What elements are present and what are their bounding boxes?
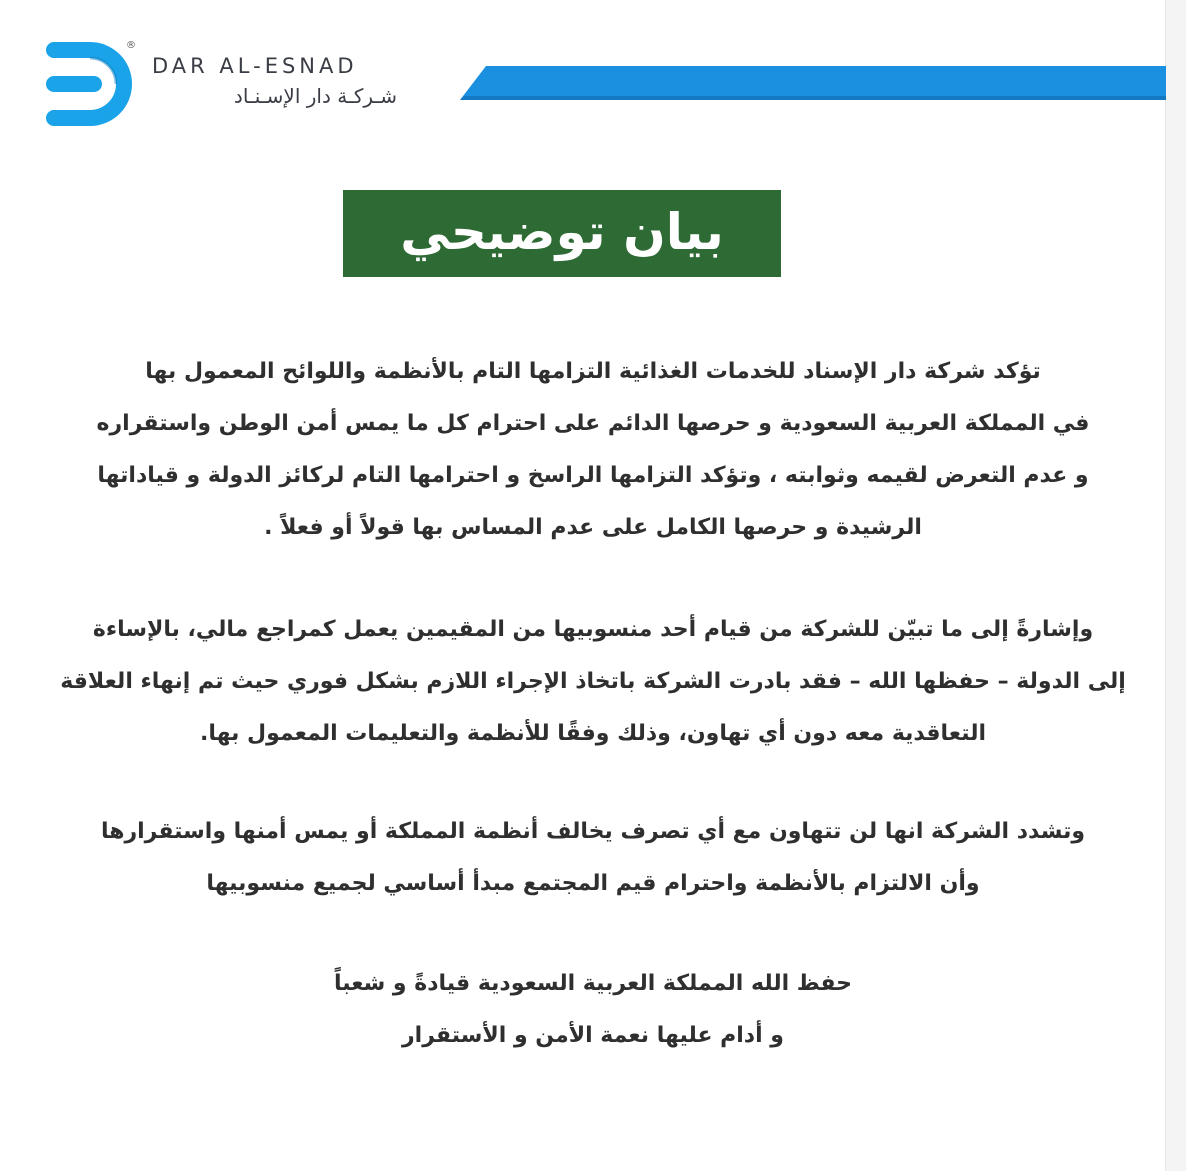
- paragraph-line: وتشدد الشركة انها لن تتهاون مع أي تصرف يخالف أنظمة المملكة أو يمس أمنها واستقرارها: [100, 819, 1086, 844]
- statement-title-box: [343, 190, 781, 277]
- paragraph-line: و عدم التعرض لقيمه وثوابته ، وتؤكد التزامها الراسخ و احترامها التام لركائز الدولة و قياداتها: [97, 463, 1089, 488]
- paragraph-line: و أدام عليها نعمة الأمن و الأستقرار: [402, 1023, 784, 1048]
- paragraph-line: التعاقدية معه دون أي تهاون، وذلك وفقًا للأنظمة والتعليمات المعمول بها.: [199, 721, 987, 746]
- paragraph-line: وأن الالتزام بالأنظمة واحترام قيم المجتمع مبدأ أساسي لجميع منسوبيها: [206, 871, 980, 896]
- brand-name-english: DAR AL-ESNAD: [152, 54, 358, 78]
- paragraph-line: حفظ الله المملكة العربية السعودية قيادةً و شعباً: [333, 971, 853, 996]
- dar-al-esnad-logo-icon: [44, 40, 134, 128]
- paragraph-line: تؤكد شركة دار الإسناد للخدمات الغذائية التزامها التام بالأنظمة واللوائح المعمول بها: [145, 359, 1041, 384]
- paragraph-action-taken: [40, 604, 1146, 760]
- paragraph-line: وإشارةً إلى ما تبيّن للشركة من قيام أحد منسوبيها من المقيمين يعمل كمراجع مالي، بالإساءة: [92, 617, 1094, 642]
- paragraph-emphasis: [40, 806, 1146, 910]
- letterhead: [0, 0, 1166, 140]
- brand-name-arabic: شـركـة دار الإسـنـاد: [233, 84, 397, 108]
- page-edge-scrollbar: [1165, 0, 1186, 1171]
- statement-title: بيان توضيحي: [400, 202, 724, 261]
- registered-mark: ®: [126, 40, 136, 51]
- header-accent-bar: [460, 66, 1166, 100]
- paragraph-line: إلى الدولة – حفظها الله – فقد بادرت الشركة باتخاذ الإجراء اللازم بشكل فوري حيث تم إنهاء العلاقة: [60, 669, 1126, 694]
- paragraph-line: في المملكة العربية السعودية و حرصها الدائم على احترام كل ما يمس أمن الوطن واستقراره: [96, 411, 1090, 436]
- paragraph-closing-prayer: [40, 958, 1146, 1062]
- paragraph-line: الرشيدة و حرصها الكامل على عدم المساس بها قولاً أو فعلاً .: [264, 515, 922, 540]
- paragraph-commitment: [40, 346, 1146, 554]
